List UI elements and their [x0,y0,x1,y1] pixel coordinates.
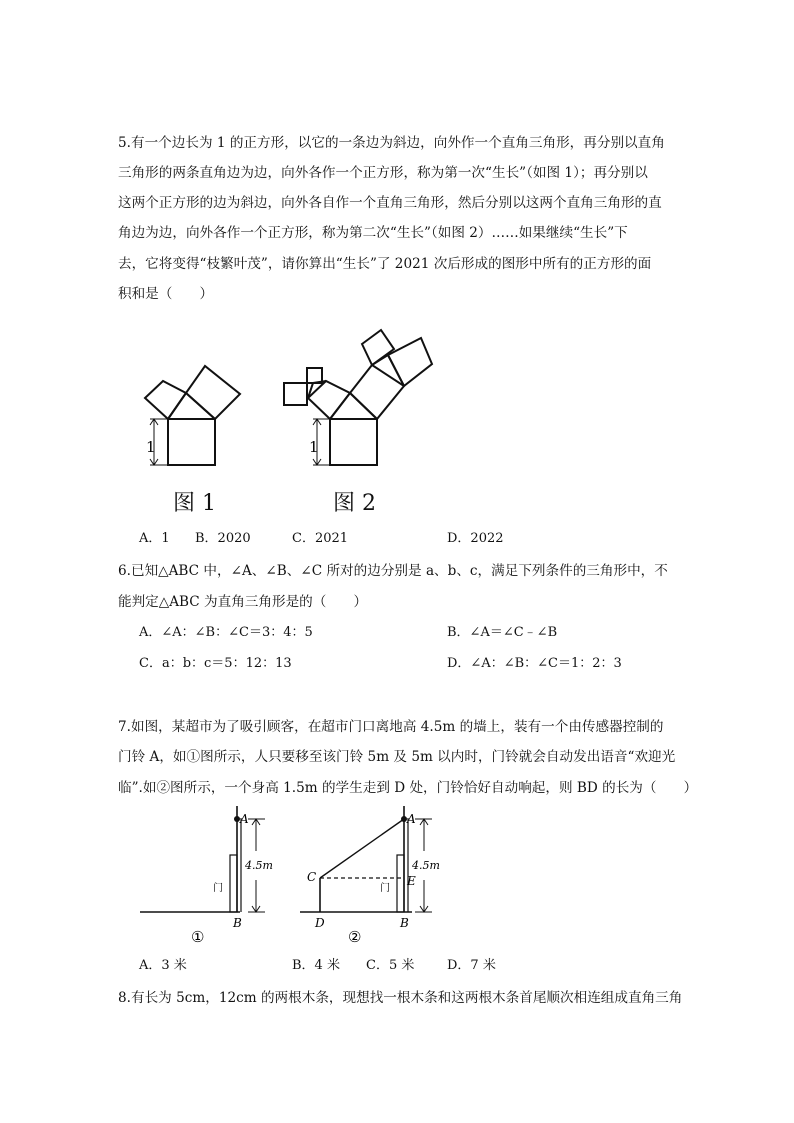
q5-option-c: C．2021 [292,531,349,546]
q5-line-6: 积和是（ ） [118,286,214,302]
fig1-side-label: 1 [146,438,156,456]
fig2-left-square [308,381,350,419]
q7-option-c: C．5 米 [366,958,415,973]
fig1-base-square [168,419,215,465]
q6-option-b: B．∠A＝∠C﹣∠B [447,625,558,640]
q5-option-d: D．2022 [447,531,504,546]
fig2-small-square-2 [307,368,322,383]
q7-fig2-ca-line [320,819,404,878]
q7-fig2-door [397,855,404,912]
q5-line-1: 5.有一个边长为 1 的正方形，以它的一条边为斜边，向外作一个直角三角形，再分别以直角 [118,135,665,151]
q5-option-a: A．1 [139,531,170,546]
q7-line-3: 临”.如②图所示，一个身高 1.5m 的学生走到 D 处，门铃恰好自动响起，则 BD 的长为（ ） [118,780,698,796]
q5-line-3: 这两个正方形的边为斜边，向外各自作一个直角三角形，然后分别以这两个直角三角形的直 [118,195,662,211]
q7-option-a: A．3 米 [139,958,187,973]
fig1-caption: 图 1 [173,491,216,516]
q5-line-5: 去，它将变得“枝繁叶茂”，请你算出“生长”了 2021 次后形成的图形中所有的正方形的面 [118,256,652,272]
fig2-caption: 图 2 [333,491,376,516]
q5-line-2: 三角形的两条直角边为边，向外各作一个正方形，称为第一次“生长”（如图 1）；再分别以 [118,165,648,181]
q7-fig2-caption: ② [348,928,362,946]
q7-fig1-door [230,855,237,912]
q7-fig2-label-d: D [315,916,325,930]
fig1-left-square [145,381,186,419]
q7-fig1-height-label: 4.5m [245,859,273,872]
q6-line-1: 6.已知△ABC 中，∠A、∠B、∠C 所对的边分别是 a、b、c，满足下列条件的三角形中，不 [118,563,668,579]
q7-line-1: 7.如图，某超市为了吸引顾客，在超市门口离地高 4.5m 的墙上，装有一个由传感器控制的 [118,719,664,735]
q5-line-4: 角边为边，向外各作一个正方形，称为第二次“生长”（如图 2）……如果继续“生长”下 [118,225,628,241]
q7-line-2: 门铃 A，如①图所示，人只要移至该门铃 5m 及 5m 以内时，门铃就会自动发出语音“欢迎光 [118,749,676,765]
q5-option-b: B．2020 [195,531,251,546]
q7-option-b: B．4 米 [292,958,340,973]
q7-fig1-label-a: A [240,812,249,826]
fig2-top-square-1 [362,330,394,365]
q7-fig2-label-b: B [400,916,409,930]
q7-fig1-door-label: 门 [213,883,223,894]
fig2-side-label: 1 [309,438,319,456]
fig2-base-square [330,419,377,465]
q6-option-c: C．a：b：c＝5：12：13 [139,656,292,671]
q6-option-d: D．∠A：∠B：∠C＝1：2：3 [447,656,622,671]
fig2-top-square-2 [388,338,432,386]
q6-line-2: 能判定△ABC 为直角三角形是的（ ） [118,594,368,610]
q7-fig1-label-b: B [233,916,242,930]
q6-option-a: A．∠A：∠B：∠C＝3：4：5 [139,625,313,640]
fig2-right-square [350,365,404,419]
q8-line-1: 8.有长为 5cm，12cm 的两根木条，现想找一根木条和这两根木条首尾顺次相连组成直角三角 [118,990,683,1006]
fig2-small-square-1 [284,383,307,405]
q7-fig2-height-label: 4.5m [412,859,440,872]
q7-fig2-label-c: C [307,870,317,884]
q7-fig2-door-label: 门 [380,883,390,894]
q7-fig2-label-e: E [407,874,416,888]
q7-fig1-caption: ① [191,928,205,946]
fig1-right-square [186,366,240,419]
q7-option-d: D．7 米 [447,958,496,973]
q7-fig2-label-a: A [407,812,416,826]
